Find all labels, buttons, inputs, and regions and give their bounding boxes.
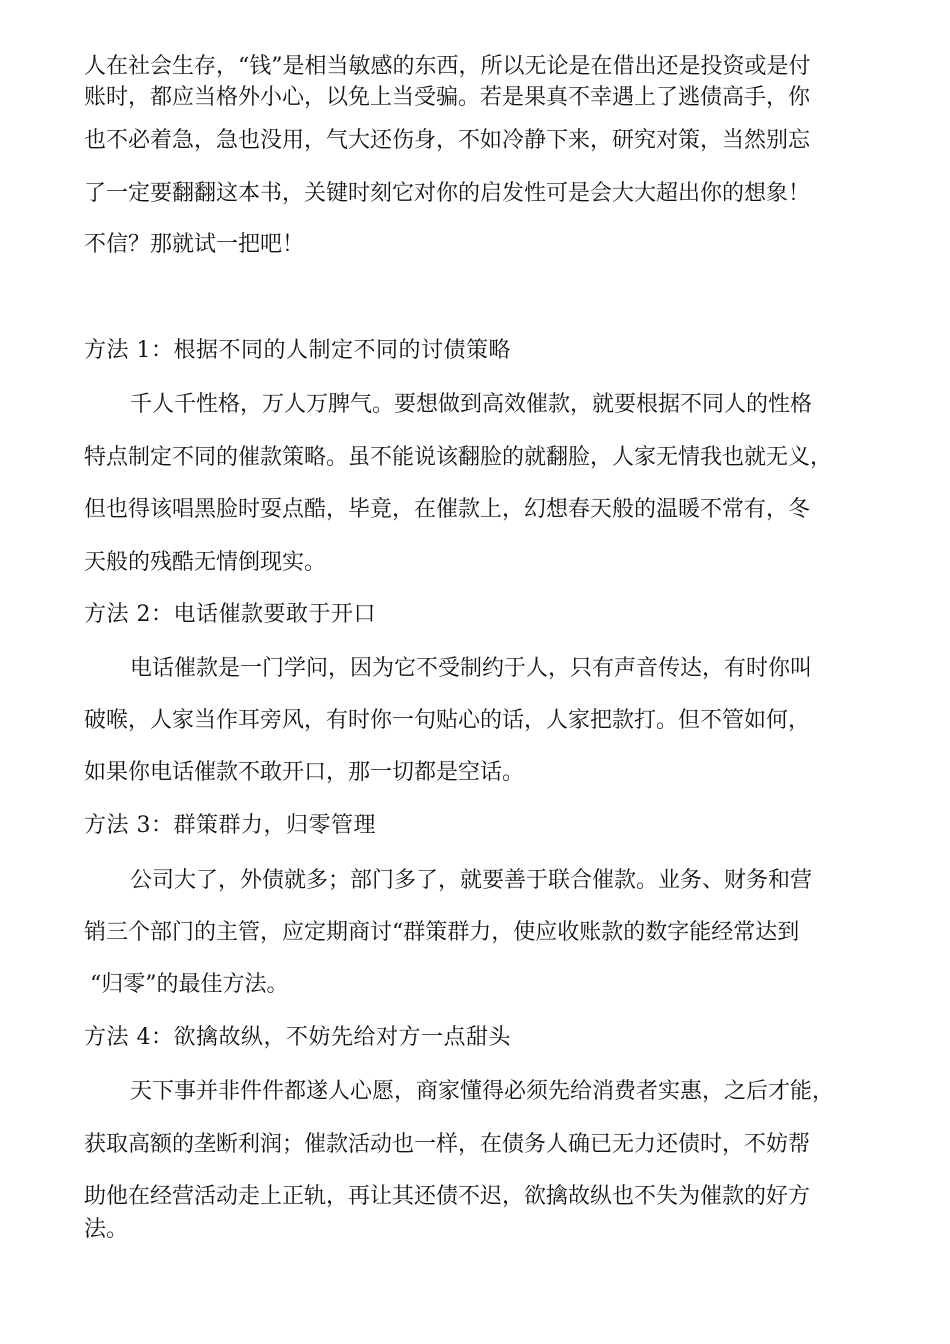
- intro-line: 不信？那就试一把吧！: [84, 232, 305, 257]
- paragraph-line: 天下事并非件件都遂人心愿，商家懂得必须先给消费者实惠，之后才能，: [130, 1079, 835, 1104]
- paragraph-line: 销三个部门的主管，应定期商讨“群策群力，使应收账款的数字能经常达到: [84, 920, 800, 945]
- paragraph-line: 天般的残酷无情倒现实。: [84, 550, 327, 575]
- paragraph-line: 法。: [84, 1217, 129, 1242]
- section-heading: 方法 1：根据不同的人制定不同的讨债策略: [84, 338, 511, 363]
- intro-line: 人在社会生存，“钱”是相当敏感的东西，所以无论是在借出还是投资或是付: [84, 54, 811, 79]
- paragraph-line: 如果你电话催款不敢开口，那一切都是空话。: [84, 760, 525, 785]
- paragraph-line: 获取高额的垄断利润；催款活动也一样，在债务人确已无力还债时，不妨帮: [84, 1132, 811, 1157]
- paragraph-line: 破喉，人家当作耳旁风，有时你一句贴心的话，人家把款打。但不管如何，: [84, 708, 811, 733]
- section-heading: 方法 3：群策群力，归零管理: [84, 813, 376, 838]
- paragraph-line: 公司大了，外债就多；部门多了，就要善于联合催款。业务、财务和营: [130, 868, 813, 893]
- paragraph-line: “归零”的最佳方法。: [90, 972, 289, 997]
- intro-line: 账时，都应当格外小心，以免上当受骗。若是果真不幸遇上了逃债高手，你: [84, 85, 811, 110]
- paragraph-line: 特点制定不同的催款策略。虽不能说该翻脸的就翻脸，人家无情我也就无义，: [84, 445, 833, 470]
- paragraph-line: 千人千性格，万人万脾气。要想做到高效催款，就要根据不同人的性格: [130, 392, 813, 417]
- section-heading: 方法 2：电话催款要敢于开口: [84, 602, 376, 627]
- section-heading: 方法 4：欲擒故纵，不妨先给对方一点甜头: [84, 1025, 511, 1050]
- intro-line: 了一定要翻翻这本书，关键时刻它对你的启发性可是会大大超出你的想象！: [84, 181, 811, 206]
- paragraph-line: 助他在经营活动走上正轨，再让其还债不迟，欲擒故纵也不失为催款的好方: [84, 1184, 811, 1209]
- paragraph-line: 电话催款是一门学问，因为它不受制约于人，只有声音传达，有时你叫: [130, 656, 813, 681]
- intro-line: 也不必着急，急也没用，气大还伤身，不如冷静下来，研究对策，当然别忘: [84, 128, 811, 153]
- paragraph-line: 但也得该唱黑脸时耍点酷，毕竟，在催款上，幻想春天般的温暖不常有，冬: [84, 497, 811, 522]
